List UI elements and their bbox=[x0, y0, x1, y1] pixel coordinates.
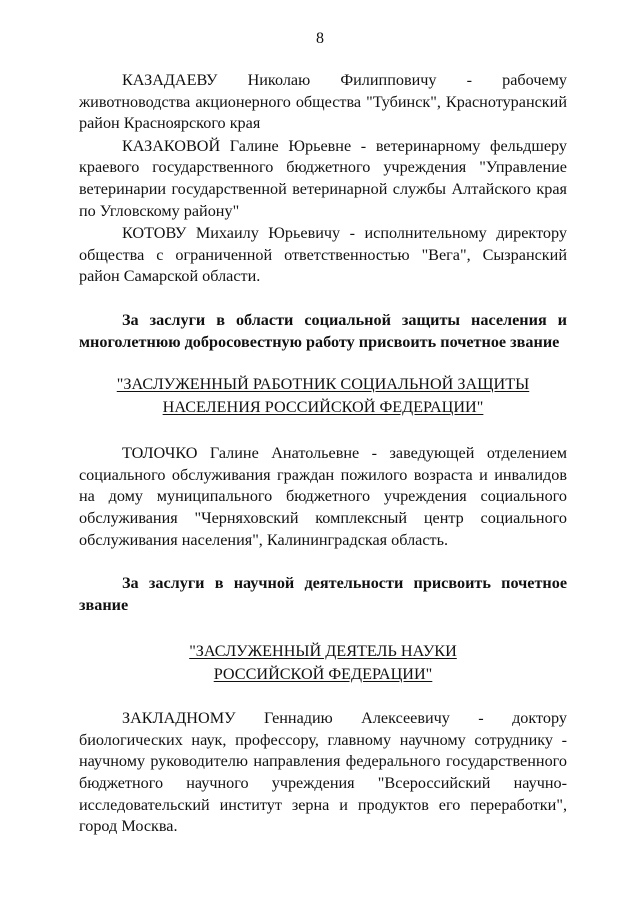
award-entry-kazadaev: КАЗАДАЕВУ Николаю Филипповичу - рабочему животноводства акционерного общества "Тубинск", Краснотуранский район Красноярского края bbox=[79, 71, 567, 133]
science-title-line2: РОССИЙСКОЙ ФЕДЕРАЦИИ" bbox=[213, 665, 433, 684]
document-body bbox=[79, 70, 567, 838]
social-protection-title-line2: НАСЕЛЕНИЯ РОССИЙСКОЙ ФЕДЕРАЦИИ" bbox=[162, 398, 484, 417]
award-entry-kotov: КОТОВУ Михаилу Юрьевичу - исполнительному директору общества с ограниченной ответственностью "Вега", Сызранский район Самарской области. bbox=[79, 224, 567, 286]
social-protection-title bbox=[79, 373, 567, 419]
award-entry-zakladnoy: ЗАКЛАДНОМУ Геннадию Алексеевичу - доктору биологических наук, профессору, главному научному сотруднику - научному руководителю направления федерального государственного бюджетного научного учреждения "Всероссийский научно-исследовательский институт зерна и продуктов его переработки", город Москва. bbox=[79, 709, 567, 836]
science-title-line1: "ЗАСЛУЖЕННЫЙ ДЕЯТЕЛЬ НАУКИ bbox=[189, 642, 457, 661]
social-protection-title-line1: "ЗАСЛУЖЕННЫЙ РАБОТНИК СОЦИАЛЬНОЙ ЗАЩИТЫ bbox=[116, 375, 530, 394]
award-entry-kazakova: КАЗАКОВОЙ Галине Юрьевне - ветеринарному фельдшеру краевого государственного бюджетного учреждения "Управление ветеринарии государственной ветеринарной службы Алтайского края по Угловскому району" bbox=[79, 136, 567, 220]
science-title bbox=[79, 640, 567, 686]
award-entry-tolochko: ТОЛОЧКО Галине Анатольевне - заведующей отделением социального обслуживания граждан пожилого возраста и инвалидов на дому муниципального бюджетного учреждения социального обслуживания "Черняховский комплексный центр социального обслуживания населения", Калининградская область. bbox=[79, 444, 567, 549]
social-protection-intro: За заслуги в области социальной защиты населения и многолетнюю добросовестную работу присвоить почетное звание bbox=[79, 310, 567, 351]
page-number: 8 bbox=[316, 30, 324, 47]
science-intro: За заслуги в научной деятельности присвоить почетное звание bbox=[79, 574, 567, 614]
